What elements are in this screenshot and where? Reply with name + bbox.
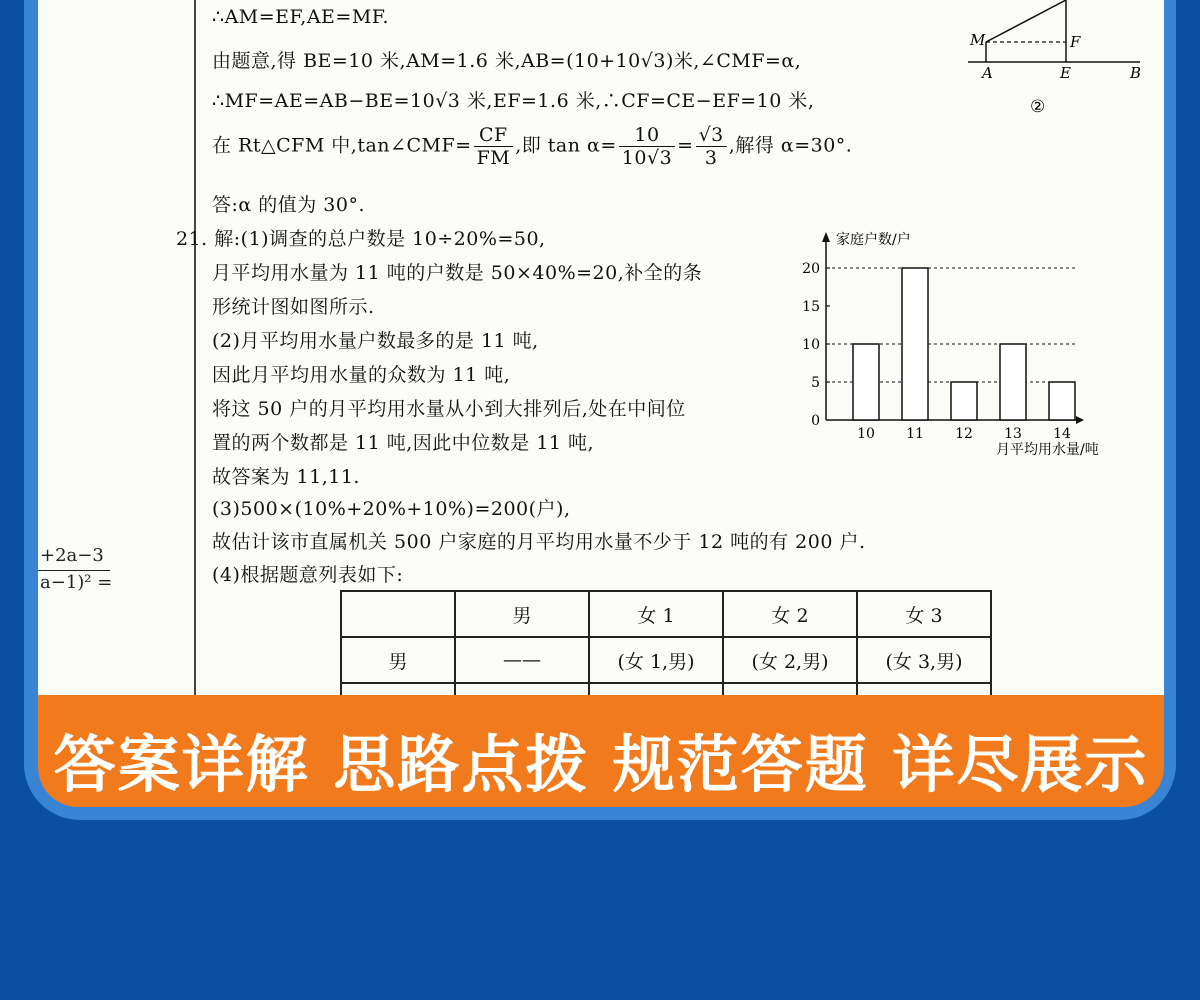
label-e: E	[1060, 64, 1071, 82]
side-fraction-bar	[38, 570, 110, 571]
table-cell: 女 1	[589, 591, 723, 637]
p20-line4-suffix: ,解得 α=30°.	[728, 134, 853, 157]
p20-line3: ∴MF=AE=AB−BE=10√3 米,EF=1.6 米,∴CF=CE−EF=10 米,	[212, 90, 815, 112]
fraction-denominator: 3	[704, 147, 718, 169]
table-cell	[341, 591, 455, 637]
x-tick-label: 12	[955, 426, 973, 442]
p20-line4-mid: ,即 tan α=	[515, 134, 617, 157]
y-tick-label: 0	[811, 413, 820, 429]
p21-line7: 置的两个数都是 11 吨,因此中位数是 11 吨,	[212, 432, 595, 454]
label-f: F	[1070, 33, 1081, 51]
y-tick-label: 10	[802, 337, 820, 353]
y-axis-label: 家庭户数/户	[836, 232, 911, 248]
p20-answer: 答:α 的值为 30°.	[212, 194, 366, 216]
table-row	[341, 637, 991, 683]
p20-line2: 由题意,得 BE=10 米,AM=1.6 米,AB=(10+10√3)米,∠CMF=α,	[212, 50, 802, 72]
table-cell: (女 3,男)	[857, 637, 991, 683]
x-tick-label: 10	[857, 426, 875, 442]
table-cell: (女 2,男)	[723, 637, 857, 683]
bar-chart	[776, 222, 1126, 467]
bar-11	[902, 268, 928, 420]
p21-line4: (2)月平均用水量户数最多的是 11 吨,	[212, 330, 539, 352]
table-header-row	[341, 591, 991, 637]
bar-10	[853, 344, 879, 420]
label-a: A	[982, 64, 993, 82]
fraction-numerator: √3	[696, 124, 727, 147]
table-cell: 女 2	[723, 591, 857, 637]
x-tick-label: 13	[1004, 426, 1022, 442]
p21-line2: 月平均用水量为 11 吨的户数是 50×40%=20,补全的条	[212, 262, 703, 284]
x-tick-label: 11	[906, 426, 924, 442]
segment-mc	[986, 0, 1066, 42]
p21-line9: (3)500×(10%+20%+10%)=200(户),	[212, 498, 571, 520]
document-page	[38, 0, 1164, 800]
geometry-figure	[958, 0, 1158, 120]
fraction-numerator: 10	[619, 124, 675, 147]
side-math-bottom: a−1)² =	[40, 572, 113, 593]
bar-14	[1049, 382, 1075, 420]
y-axis-arrow	[822, 232, 830, 242]
table-cell: 男	[455, 591, 589, 637]
x-axis-label: 月平均用水量/吨	[996, 442, 1099, 458]
table-cell: (女 1,男)	[589, 637, 723, 683]
p21-line1: 21. 解:(1)调查的总户数是 10÷20%=50,	[176, 228, 546, 250]
figure-caption: ②	[1030, 97, 1046, 117]
y-tick-label: 20	[802, 261, 820, 277]
fraction-10-over-10root3	[619, 124, 675, 169]
p20-line1: ∴AM=EF,AE=MF.	[212, 6, 390, 28]
x-tick-label: 14	[1053, 426, 1071, 442]
bar-12	[951, 382, 977, 420]
fraction-denominator: FM	[476, 147, 511, 169]
p21-line8: 故答案为 11,11.	[212, 466, 360, 488]
table-cell: 男	[341, 637, 455, 683]
label-b: B	[1130, 64, 1142, 82]
p20-line4: 在 Rt△CFM 中,tan∠CMF= $\frac{CF}{FM}$ ,即 tan α= $\frac{10}{10√3}$ = $\frac{√3}{3}$ ,解得 α=30°.	[212, 124, 853, 169]
bar-13	[1000, 344, 1026, 420]
fraction-cf-fm	[474, 124, 514, 169]
fraction-root3-over-3	[696, 124, 727, 169]
table-cell: 女 3	[857, 591, 991, 637]
p21-line11: (4)根据题意列表如下:	[212, 564, 404, 586]
p20-line4-prefix: 在 Rt△CFM 中,tan∠CMF=	[212, 134, 472, 157]
fraction-denominator: 10√3	[621, 147, 673, 169]
label-m: M	[970, 31, 986, 49]
x-axis-arrow	[1076, 416, 1084, 424]
y-tick-label: 15	[802, 299, 820, 315]
side-math-top: +2a−3	[40, 545, 104, 566]
margin-divider	[194, 0, 196, 700]
p21-line6: 将这 50 户的月平均用水量从小到大排列后,处在中间位	[212, 398, 686, 420]
fraction-numerator: CF	[474, 124, 514, 147]
p21-line3: 形统计图如图所示.	[212, 296, 375, 318]
p21-line10: 故估计该市直属机关 500 户家庭的月平均用水量不少于 12 吨的有 200 户.	[212, 531, 866, 553]
table-cell: ——	[455, 637, 589, 683]
p21-line5: 因此月平均用水量的众数为 11 吨,	[212, 364, 511, 386]
banner-text: 答案详解 思路点拨 规范答题 详尽展示	[53, 728, 1149, 801]
y-tick-label: 5	[811, 375, 820, 391]
promo-banner	[38, 695, 1164, 807]
